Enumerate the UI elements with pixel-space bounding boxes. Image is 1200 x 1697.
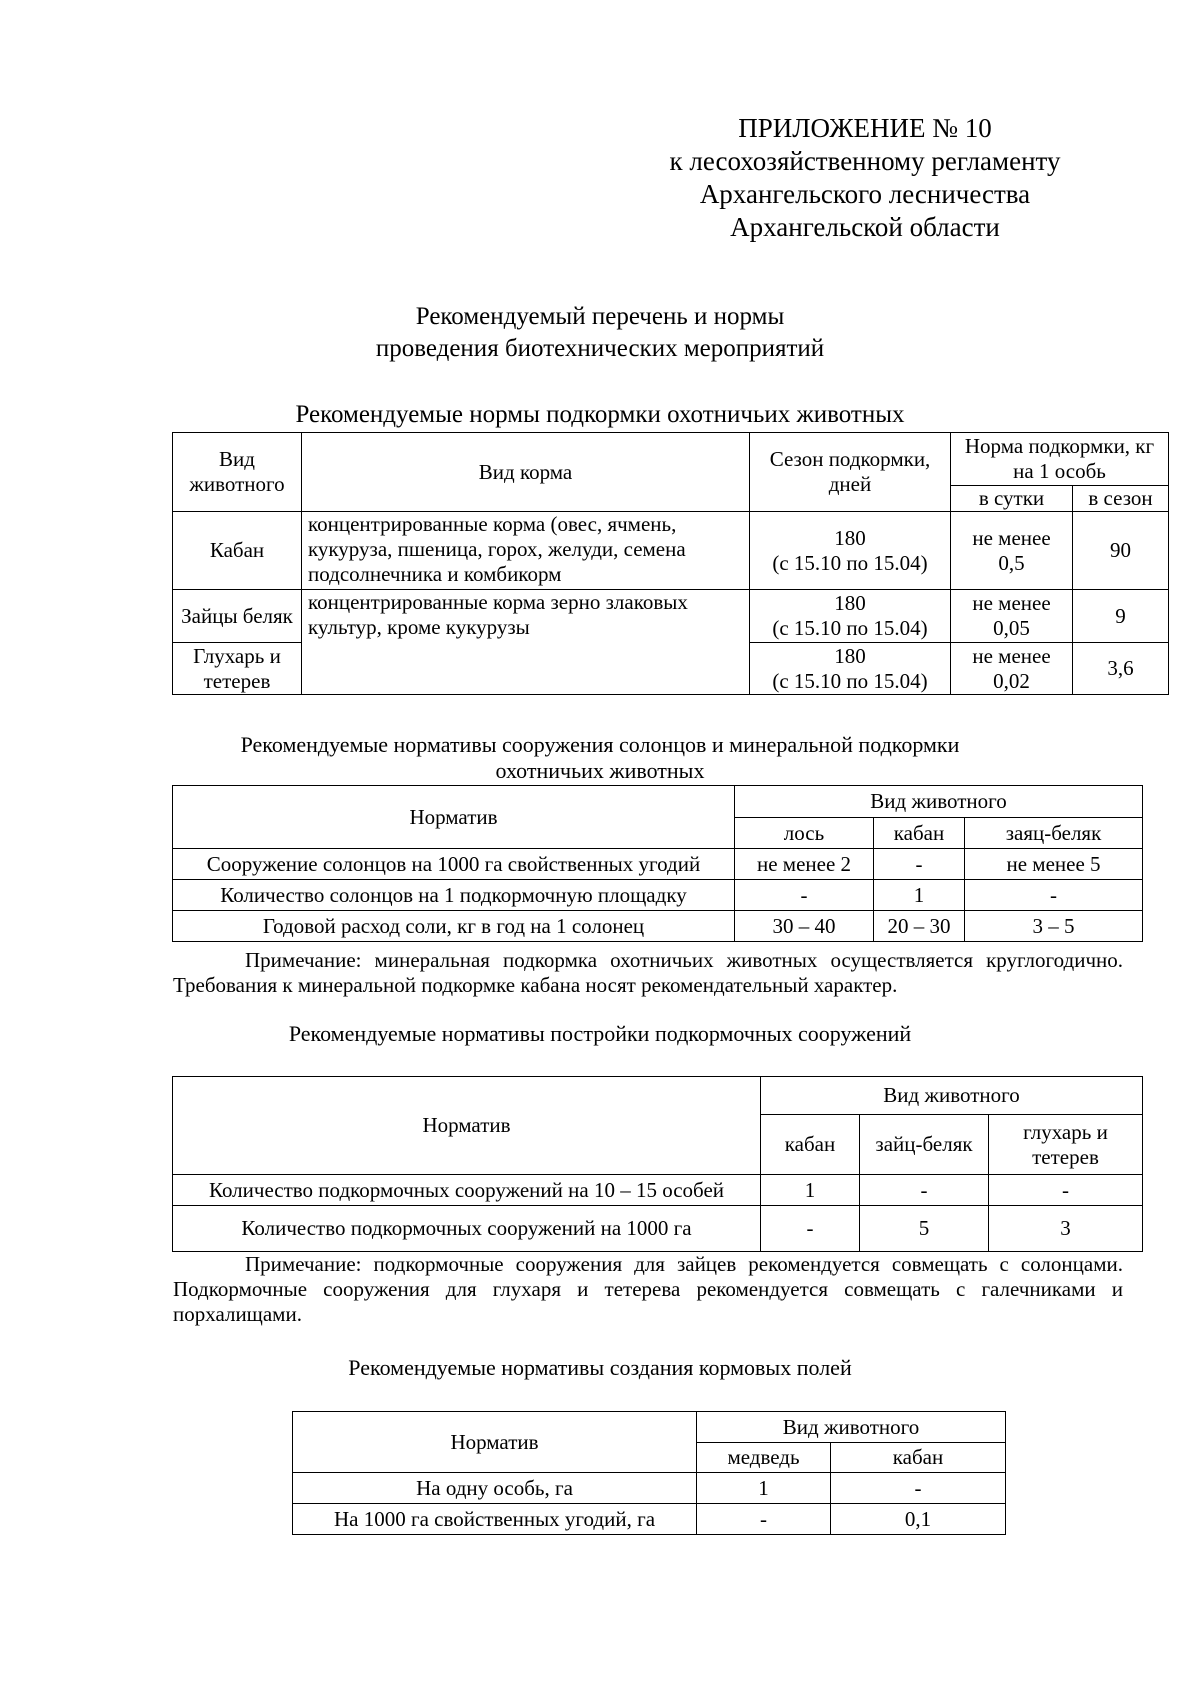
animal-cell: Глухарь и тетерев [173,643,302,695]
per-day-value: 0,02 [993,668,1030,693]
fields-table [292,1411,1006,1535]
table-row [293,1504,1006,1535]
header-animal: Вид животного [735,786,1143,818]
table-row [173,880,1143,911]
value-cell: 5 [860,1206,989,1252]
season-cell [750,512,951,590]
header-norm: Норматив [173,1077,761,1175]
per-day-label: не менее [972,525,1051,550]
norm-label: Количество подкормочных сооружений на 1000 га [173,1206,761,1252]
value-cell: - [965,880,1143,911]
per-season-cell: 9 [1073,590,1169,643]
norm-label: На одну особь, га [293,1473,697,1504]
document-title [300,301,900,365]
season-cell [750,643,951,695]
appendix-line: Архангельского лесничества [699,179,1031,209]
header-animal: Вид животного [697,1412,1006,1443]
fields-section-title: Рекомендуемые нормативы создания кормовых полей [348,1355,852,1380]
header-season: Сезон подкормки, дней [750,433,951,512]
table-row [293,1473,1006,1504]
appendix-number: ПРИЛОЖЕНИЕ № 10 [738,113,992,143]
salt-note-text: Примечание: минеральная подкормка охотничьих животных осуществляется круглогодично. Требования к минеральной подкормке кабана носят рекомендательный характер. [173,948,1123,997]
per-day-value: 0,05 [993,616,1030,640]
table-row [173,1175,1143,1206]
norm-label: На 1000 га свойственных угодий, га [293,1504,697,1535]
norm-label: Количество солонцов на 1 подкормочную площадку [173,880,735,911]
header-col: кабан [874,818,965,849]
appendix-header [600,112,1130,244]
table-row [173,911,1143,942]
feeding-table [172,432,1169,695]
header-norm: Норматив [173,786,735,849]
value-cell: не менее 5 [965,849,1143,880]
animal-cell: Зайцы беляк [173,590,302,643]
header-col: кабан [831,1443,1006,1473]
document-title-line: проведения биотехнических мероприятий [375,335,825,362]
value-cell: 1 [761,1175,860,1206]
header-feed: Вид корма [302,433,750,512]
salt-section-title [200,732,1000,784]
season-period: (с 15.10 по 15.04) [772,550,928,575]
per-day-label: не менее [972,591,1051,615]
value-cell: 3 [989,1206,1143,1252]
salt-title-line: охотничьих животных [495,758,705,783]
salt-table [172,785,1143,942]
table-row [173,849,1143,880]
value-cell: 3 – 5 [965,911,1143,942]
feeding-section-title: Рекомендуемые нормы подкормки охотничьих животных [295,401,905,428]
feed-cell: концентрированные корма зерно злаковых культур, кроме кукурузы [302,590,750,695]
season-period: (с 15.10 по 15.04) [772,668,928,693]
season-days: 180 [834,643,866,668]
header-per-day: в сутки [951,486,1073,512]
value-cell: - [860,1175,989,1206]
per-day-cell [951,590,1073,643]
header-col: медведь [697,1443,831,1473]
header-col: глухарь и тетерев [989,1115,1143,1175]
header-col: зайц-беляк [860,1115,989,1175]
value-cell: - [761,1206,860,1252]
value-cell: - [697,1504,831,1535]
header-col: лось [735,818,874,849]
value-cell: - [831,1473,1006,1504]
appendix-line: Архангельской области [730,212,1000,242]
table-row [173,1206,1143,1252]
value-cell: - [989,1175,1143,1206]
value-cell: - [874,849,965,880]
header-animal: Вид животного [173,433,302,512]
structures-section-title: Рекомендуемые нормативы постройки подкормочных сооружений [288,1021,912,1046]
header-norm: Норма подкормки, кг на 1 особь [951,433,1169,486]
value-cell: не менее 2 [735,849,874,880]
value-cell: 1 [697,1473,831,1504]
animal-cell: Кабан [173,512,302,590]
per-day-cell [951,643,1073,695]
table-row [173,512,1169,590]
norm-label: Количество подкормочных сооружений на 10 – 15 особей [173,1175,761,1206]
feed-cell: концентрированные корма (овес, ячмень, кукуруза, пшеница, горох, желуди, семена подсолнечника и комбикорм [302,512,750,590]
value-cell: 1 [874,880,965,911]
header-norm: Норматив [293,1412,697,1473]
norm-label: Сооружение солонцов на 1000 га свойственных угодий [173,849,735,880]
per-day-value: 0,5 [998,550,1025,575]
value-cell: 20 – 30 [874,911,965,942]
document-title-line: Рекомендуемый перечень и нормы [415,303,785,330]
appendix-line: к лесохозяйственному регламенту [669,146,1061,176]
season-period: (с 15.10 по 15.04) [772,616,928,640]
structures-note [173,1252,1123,1327]
header-col: кабан [761,1115,860,1175]
salt-note [173,948,1123,998]
season-days: 180 [834,525,866,550]
header-per-season: в сезон [1073,486,1169,512]
salt-title-line: Рекомендуемые нормативы сооружения солонцов и минеральной подкормки [240,732,960,757]
value-cell: 30 – 40 [735,911,874,942]
season-days: 180 [834,591,866,615]
structures-note-text: Примечание: подкормочные сооружения для зайцев рекомендуется совмещать с солонцами. Подкормочные сооружения для глухаря и тетерева рекомендуется совмещать с галечниками и порхалищами. [173,1252,1123,1326]
value-cell: - [735,880,874,911]
per-day-cell [951,512,1073,590]
norm-label: Годовой расход соли, кг в год на 1 солонец [173,911,735,942]
structures-table [172,1076,1143,1252]
per-season-cell: 90 [1073,512,1169,590]
table-row [173,590,1169,643]
header-animal: Вид животного [761,1077,1143,1115]
value-cell: 0,1 [831,1504,1006,1535]
season-cell [750,590,951,643]
per-season-cell: 3,6 [1073,643,1169,695]
per-day-label: не менее [972,643,1051,668]
header-col: заяц-беляк [965,818,1143,849]
